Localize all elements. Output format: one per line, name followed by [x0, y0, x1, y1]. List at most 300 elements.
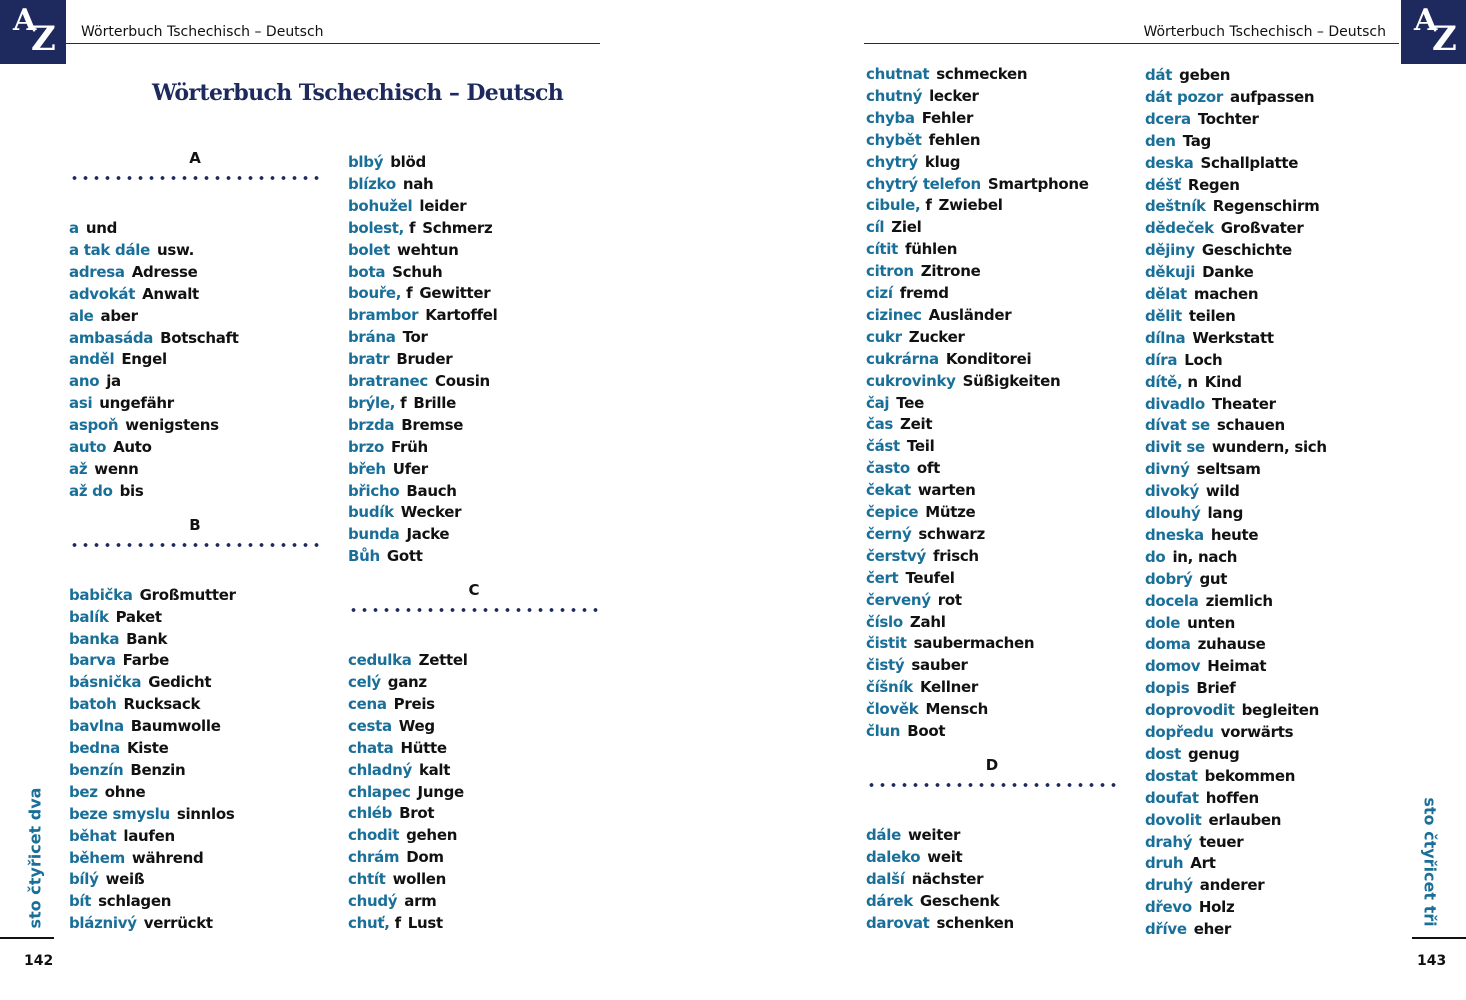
dictionary-entry — [69, 760, 185, 780]
czech-term: chléb — [348, 804, 393, 823]
german-translation: fehlen — [928, 130, 981, 149]
czech-term: darovat — [866, 913, 930, 932]
german-translation: Lust — [407, 913, 443, 932]
czech-term: budík — [348, 503, 394, 522]
dictionary-entry — [1145, 744, 1239, 764]
german-translation: geben — [1179, 66, 1231, 84]
czech-term: dříve — [1145, 920, 1187, 939]
czech-term: bolet — [348, 240, 391, 259]
german-translation: lang — [1207, 504, 1244, 522]
dotted-divider — [69, 175, 321, 181]
czech-term: chodit — [348, 826, 400, 845]
dictionary-entry — [1145, 919, 1231, 939]
dictionary-entry — [348, 174, 433, 194]
czech-term: bláznivý — [69, 914, 137, 933]
czech-term: druhý — [1145, 876, 1193, 895]
dictionary-entry — [348, 240, 458, 260]
german-translation: zuhause — [1197, 635, 1266, 654]
czech-term: batoh — [69, 695, 117, 714]
czech-term: cizinec — [866, 305, 922, 324]
gender-marker: f — [400, 393, 407, 412]
czech-term: dědeček — [1145, 219, 1214, 238]
german-translation: Cousin — [435, 372, 490, 390]
czech-term: bez — [69, 782, 98, 801]
dictionary-entry — [866, 305, 1011, 325]
dictionary-entry — [69, 848, 203, 868]
czech-term: dostat — [1145, 766, 1198, 785]
german-translation: Schuh — [392, 262, 443, 281]
dotted-divider — [69, 542, 321, 548]
letter-heading: A — [189, 149, 201, 167]
german-translation: Werkstatt — [1192, 328, 1274, 347]
czech-term: břicho — [348, 481, 400, 500]
german-translation: schwarz — [918, 524, 985, 543]
czech-term: adresa — [69, 262, 125, 281]
german-translation: Kellner — [919, 678, 978, 697]
letter-heading: D — [985, 755, 999, 774]
german-translation: Teufel — [905, 568, 955, 587]
german-translation: laufen — [123, 826, 175, 845]
german-translation: erlauben — [1208, 810, 1282, 829]
czech-term: barva — [69, 651, 116, 670]
dictionary-entry — [348, 415, 463, 435]
dictionary-entry — [69, 913, 213, 933]
dictionary-entry — [69, 607, 162, 627]
german-translation: aufpassen — [1230, 87, 1315, 106]
german-translation: Gewitter — [419, 284, 491, 303]
dictionary-entry — [866, 825, 960, 845]
dictionary-entry — [1145, 897, 1234, 917]
czech-term: básnička — [69, 673, 142, 692]
german-translation: Preis — [393, 694, 435, 713]
dictionary-entry — [348, 524, 449, 544]
german-translation: gut — [1199, 569, 1228, 588]
page-number: 143 — [1417, 953, 1447, 969]
german-translation: Bremse — [401, 415, 464, 434]
german-translation: Engel — [121, 350, 167, 369]
dictionary-entry — [348, 760, 450, 780]
czech-term: dlouhý — [1145, 504, 1201, 522]
dictionary-entry — [1145, 306, 1236, 326]
dictionary-entry — [866, 612, 946, 632]
german-translation: sinnlos — [176, 804, 235, 823]
czech-term: cíl — [866, 218, 885, 237]
logo-letter-a: A — [1414, 3, 1438, 38]
german-translation: Kiste — [126, 739, 169, 757]
dictionary-entry — [866, 327, 965, 347]
dictionary-entry — [1145, 810, 1281, 830]
dictionary-entry — [69, 393, 174, 413]
dictionary-entry — [69, 459, 138, 479]
dictionary-entry — [1145, 634, 1266, 654]
czech-term: cizí — [866, 284, 893, 302]
dictionary-entry — [69, 218, 117, 238]
dictionary-entry — [69, 869, 144, 889]
czech-term: čistý — [866, 656, 905, 675]
german-translation: Ziel — [891, 218, 922, 237]
german-translation: verrückt — [143, 914, 213, 933]
header-rule — [66, 43, 600, 44]
german-translation: Tochter — [1197, 109, 1259, 128]
czech-term: déšť — [1145, 175, 1181, 194]
dictionary-entry — [69, 782, 145, 802]
dictionary-entry — [1145, 350, 1222, 370]
dictionary-entry — [348, 218, 492, 238]
german-translation: Mensch — [925, 700, 988, 719]
german-translation: aber — [100, 306, 138, 325]
german-translation: rot — [937, 590, 962, 609]
czech-term: číslo — [866, 612, 903, 631]
german-translation: Kartoffel — [425, 306, 498, 325]
german-translation: Boot — [907, 722, 946, 740]
dictionary-entry — [348, 393, 456, 413]
dictionary-entry — [348, 196, 466, 216]
gender-marker: n — [1187, 372, 1198, 391]
czech-term: doprovodit — [1145, 701, 1235, 720]
czech-term: dcera — [1145, 109, 1191, 128]
dictionary-entry — [866, 524, 985, 544]
czech-term: dělit — [1145, 306, 1182, 325]
german-translation: lecker — [929, 86, 979, 105]
german-translation: Zahl — [909, 612, 946, 631]
czech-term: bratranec — [348, 372, 428, 390]
dictionary-entry — [69, 650, 169, 670]
czech-term: celý — [348, 673, 381, 691]
german-translation: wenn — [94, 459, 139, 478]
czech-term: dívat se — [1145, 416, 1210, 435]
czech-term: a — [69, 219, 79, 237]
german-translation: Junge — [417, 782, 464, 801]
dictionary-entry — [348, 327, 428, 347]
czech-term: část — [866, 437, 900, 456]
czech-term: cukr — [866, 327, 902, 346]
german-translation: Jacke — [406, 525, 450, 544]
dictionary-entry — [1145, 547, 1237, 567]
czech-term: daleko — [866, 847, 921, 866]
czech-term: čepice — [866, 503, 919, 521]
dictionary-entry — [866, 699, 988, 719]
czech-term: brýle, — [348, 393, 396, 412]
german-translation: seltsam — [1196, 460, 1261, 479]
german-translation: Rucksack — [123, 695, 201, 714]
logo-letter-z: Z — [31, 19, 56, 59]
german-translation: Art — [1190, 854, 1216, 873]
dictionary-entry — [866, 349, 1031, 369]
dictionary-entry — [866, 217, 921, 237]
german-translation: bekommen — [1204, 766, 1296, 785]
czech-term: cibule, — [866, 196, 921, 215]
czech-term: cukrárna — [866, 349, 939, 368]
page-number: 142 — [24, 953, 54, 969]
dictionary-entry — [348, 694, 435, 714]
dictionary-entry — [69, 240, 194, 260]
logo-letter-z: Z — [1432, 19, 1457, 59]
german-translation: teuer — [1199, 832, 1244, 851]
german-translation: wundern, sich — [1211, 438, 1327, 457]
dictionary-entry — [69, 306, 138, 326]
dictionary-entry — [866, 913, 1014, 933]
czech-term: brambor — [348, 306, 419, 325]
czech-term: brzda — [348, 415, 395, 434]
german-translation: Theater — [1211, 394, 1276, 413]
dictionary-entry — [866, 261, 980, 281]
dictionary-entry — [348, 305, 498, 325]
czech-term: aspoň — [69, 416, 119, 435]
german-translation: sauber — [911, 656, 968, 675]
czech-term: bolest, — [348, 218, 405, 237]
czech-term: auto — [69, 438, 107, 456]
czech-term: chrám — [348, 848, 400, 867]
czech-term: bílý — [69, 870, 99, 889]
german-translation: Mütze — [925, 503, 976, 521]
dictionary-entry — [348, 371, 490, 391]
czech-term: ambasáda — [69, 328, 154, 347]
dictionary-entry — [1145, 678, 1236, 698]
dictionary-entry — [69, 804, 235, 824]
german-translation: Tor — [402, 328, 428, 347]
czech-term: chytrý — [866, 152, 918, 171]
czech-term: bunda — [348, 525, 400, 544]
logo-letter-a: A — [13, 3, 37, 38]
german-translation: Smartphone — [987, 174, 1089, 193]
czech-term: advokát — [69, 284, 136, 303]
german-translation: warten — [917, 481, 976, 500]
german-translation: ohne — [104, 782, 146, 801]
gender-marker: f — [394, 913, 401, 932]
dictionary-entry — [69, 328, 239, 348]
dictionary-entry — [1145, 240, 1292, 260]
dictionary-entry — [69, 716, 221, 736]
german-translation: gehen — [406, 826, 458, 845]
dictionary-entry — [866, 283, 949, 303]
dictionary-entry — [348, 891, 437, 911]
german-translation: vorwärts — [1220, 723, 1294, 741]
german-translation: Teil — [906, 437, 935, 456]
dictionary-entry — [1145, 328, 1274, 348]
german-translation: eher — [1193, 920, 1231, 939]
dictionary-entry — [866, 546, 979, 566]
czech-term: deska — [1145, 153, 1194, 172]
german-translation: Schallplatte — [1200, 153, 1299, 172]
german-translation: hoffen — [1205, 788, 1259, 807]
dictionary-entry — [348, 716, 435, 736]
czech-term: až — [69, 459, 88, 478]
czech-term: anděl — [69, 350, 115, 369]
czech-term: člověk — [866, 700, 919, 719]
czech-term: čaj — [866, 393, 890, 412]
dictionary-entry — [1145, 218, 1304, 238]
czech-term: divoký — [1145, 482, 1199, 501]
gender-marker: f — [409, 218, 416, 237]
gender-marker: f — [925, 196, 932, 215]
letter-heading: B — [189, 515, 201, 534]
dictionary-entry — [348, 913, 443, 933]
czech-term: deštník — [1145, 197, 1206, 216]
german-translation: anderer — [1199, 876, 1265, 895]
czech-term: dřevo — [1145, 898, 1192, 917]
dictionary-entry — [348, 847, 444, 867]
german-translation: frisch — [933, 546, 979, 565]
german-translation: Schmerz — [422, 218, 493, 237]
dictionary-entry — [866, 633, 1034, 653]
running-header: Wörterbuch Tschechisch – Deutsch — [1143, 24, 1386, 40]
dictionary-entry — [348, 349, 452, 369]
czech-term: cena — [348, 694, 387, 713]
czech-term: člun — [866, 722, 901, 740]
german-translation: wehtun — [397, 240, 459, 259]
dictionary-entry — [348, 546, 423, 566]
czech-term: chyba — [866, 108, 915, 127]
page-title: Wörterbuch Tschechisch – Deutsch — [152, 80, 564, 106]
czech-term: ale — [69, 306, 94, 325]
german-translation: Zucker — [908, 327, 965, 346]
dictionary-entry — [348, 869, 446, 889]
czech-term: čekat — [866, 481, 911, 500]
czech-term: dárek — [866, 891, 913, 910]
german-translation: arm — [404, 892, 437, 910]
dictionary-entry — [866, 174, 1089, 194]
german-translation: Botschaft — [160, 328, 239, 347]
dictionary-entry — [1145, 196, 1319, 216]
german-translation: Bruder — [396, 350, 453, 369]
german-translation: Dom — [406, 848, 444, 867]
czech-term: a tak dále — [69, 240, 151, 259]
czech-term: dát pozor — [1145, 87, 1224, 106]
czech-term: často — [866, 459, 910, 478]
german-translation: und — [85, 219, 118, 237]
german-translation: Baumwolle — [130, 717, 221, 736]
german-translation: Zitrone — [920, 262, 981, 281]
dictionary-entry — [1145, 109, 1259, 129]
german-translation: ja — [106, 372, 121, 391]
german-translation: Brief — [1196, 679, 1236, 698]
german-translation: nah — [402, 174, 434, 193]
dictionary-entry — [866, 590, 962, 610]
dictionary-entry — [1145, 656, 1266, 676]
czech-term: chutnat — [866, 65, 930, 83]
dictionary-entry — [348, 152, 426, 172]
dictionary-entry — [348, 825, 457, 845]
dictionary-entry — [1145, 481, 1240, 501]
gender-marker: f — [406, 284, 413, 303]
german-translation: Gedicht — [148, 673, 212, 692]
az-logo — [1401, 0, 1466, 64]
czech-term: černý — [866, 524, 912, 543]
dictionary-entry — [1145, 766, 1295, 786]
dictionary-entry — [866, 130, 980, 150]
czech-term: do — [1145, 547, 1166, 566]
dictionary-entry — [1145, 875, 1264, 895]
czech-term: bedna — [69, 739, 120, 757]
czech-term: chlapec — [348, 782, 411, 801]
az-logo — [0, 0, 66, 64]
german-translation: Bauch — [406, 481, 457, 500]
dictionary-entry — [348, 738, 447, 758]
dictionary-entry — [69, 437, 152, 457]
german-translation: Weg — [398, 716, 435, 735]
czech-term: bratr — [348, 350, 390, 369]
czech-term: dějiny — [1145, 241, 1195, 260]
czech-term: běhat — [69, 826, 117, 845]
czech-term: až do — [69, 481, 113, 500]
german-translation: Früh — [390, 437, 428, 456]
german-translation: Zwiebel — [938, 196, 1003, 215]
dictionary-entry — [866, 480, 975, 500]
dictionary-entry — [866, 721, 945, 741]
german-translation: machen — [1193, 285, 1259, 303]
czech-term: díra — [1145, 350, 1178, 369]
czech-term: domov — [1145, 657, 1201, 676]
czech-term: dopředu — [1145, 723, 1214, 741]
czech-term: cedulka — [348, 651, 412, 670]
dictionary-entry — [1145, 613, 1235, 633]
dictionary-entry — [348, 437, 428, 457]
czech-term: blízko — [348, 174, 396, 193]
czech-term: dole — [1145, 613, 1181, 632]
dictionary-entry — [866, 847, 962, 867]
dictionary-entry — [1145, 788, 1259, 808]
dictionary-entry — [1145, 700, 1319, 720]
dictionary-entry — [1145, 372, 1242, 392]
german-translation: wild — [1205, 482, 1240, 501]
german-translation: während — [131, 848, 204, 867]
dictionary-entry — [866, 568, 955, 588]
czech-term: čas — [866, 415, 894, 434]
german-translation: schmecken — [936, 65, 1028, 83]
czech-term: Bůh — [348, 547, 380, 566]
dictionary-entry — [866, 64, 1027, 84]
czech-term: číšník — [866, 678, 913, 697]
czech-term: dost — [1145, 744, 1181, 763]
dictionary-entry — [866, 891, 999, 911]
dictionary-entry — [69, 826, 175, 846]
dictionary-entry — [69, 629, 167, 649]
running-header: Wörterbuch Tschechisch – Deutsch — [81, 24, 324, 40]
czech-term: chybět — [866, 130, 922, 149]
german-translation: Anwalt — [142, 284, 199, 303]
footer-rule — [1412, 937, 1466, 939]
czech-term: dělat — [1145, 285, 1187, 303]
german-translation: weit — [927, 847, 963, 866]
dictionary-entry — [1145, 853, 1216, 873]
dictionary-entry — [69, 349, 167, 369]
czech-term: další — [866, 869, 905, 888]
czech-term: doufat — [1145, 788, 1199, 807]
dictionary-entry — [348, 283, 490, 303]
dictionary-entry — [348, 803, 434, 823]
german-translation: Brot — [399, 804, 435, 823]
dictionary-entry — [69, 371, 121, 391]
german-translation: Holz — [1198, 898, 1235, 917]
dictionary-entry — [348, 262, 442, 282]
german-translation: bis — [119, 481, 144, 500]
german-translation: ganz — [387, 673, 427, 691]
dictionary-entry — [69, 672, 211, 692]
german-translation: genug — [1187, 744, 1240, 763]
czech-term: bota — [348, 262, 386, 281]
german-translation: Hütte — [400, 738, 447, 757]
czech-term: červený — [866, 590, 931, 609]
german-translation: Regen — [1187, 175, 1240, 194]
german-translation: Regenschirm — [1212, 197, 1320, 216]
czech-term: ano — [69, 372, 100, 391]
czech-term: blbý — [348, 153, 384, 171]
dictionary-entry — [1145, 87, 1314, 107]
german-translation: Danke — [1202, 263, 1254, 282]
czech-term: docela — [1145, 591, 1199, 610]
czech-term: bohužel — [348, 196, 413, 215]
czech-term: chladný — [348, 760, 412, 779]
